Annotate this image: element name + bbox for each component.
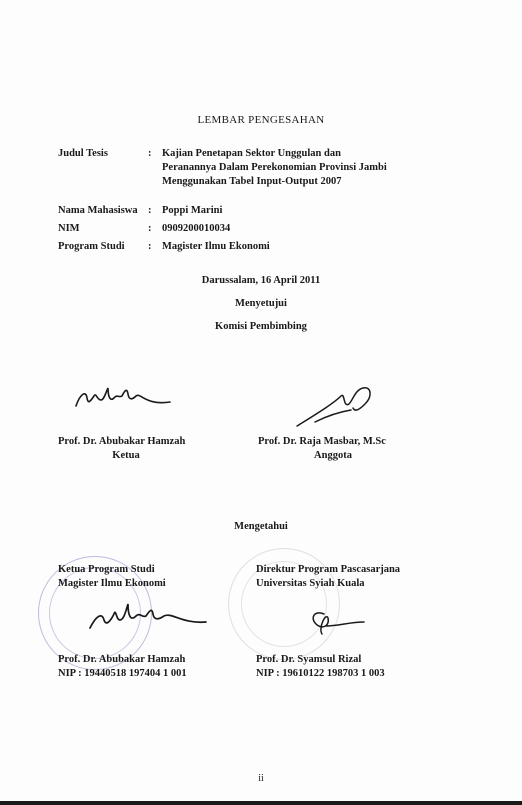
acknowledged-heading: Mengetahui — [234, 521, 288, 532]
director-title1: Direktur Program Pascasarjana — [256, 564, 401, 575]
prodi-colon: : — [148, 241, 152, 252]
nama-value: Poppi Marini — [162, 205, 223, 216]
judul-line-3: Menggunakan Tabel Input-Output 2007 — [162, 176, 342, 187]
director-name: Prof. Dr. Syamsul Rizal — [256, 654, 362, 665]
page-number: ii — [258, 773, 264, 784]
nama-colon: : — [148, 205, 152, 216]
advisor1-signature — [70, 380, 175, 414]
head-program-title1: Ketua Program Studi — [58, 564, 155, 575]
prodi-label: Program Studi — [58, 241, 125, 252]
judul-colon: : — [148, 148, 152, 159]
judul-label: Judul Tesis — [58, 148, 108, 159]
page-title: LEMBAR PENGESAHAN — [197, 114, 325, 126]
nama-label: Nama Mahasiswa — [58, 205, 138, 216]
advisor1-name: Prof. Dr. Abubakar Hamzah — [58, 436, 186, 447]
nim-value: 0909200010034 — [162, 223, 231, 234]
head-program-name: Prof. Dr. Abubakar Hamzah — [58, 654, 186, 665]
place-date: Darussalam, 16 April 2011 — [201, 275, 321, 286]
director-signature — [306, 604, 366, 638]
advisor2-role: Anggota — [314, 450, 352, 461]
head-program-title2: Magister Ilmu Ekonomi — [58, 578, 166, 589]
director-title2: Universitas Syiah Kuala — [256, 578, 365, 589]
approved-heading: Menyetujui — [235, 298, 287, 309]
nim-colon: : — [148, 223, 152, 234]
judul-line-2: Peranannya Dalam Perekonomian Provinsi Jambi — [162, 162, 387, 173]
director-nip: NIP : 19610122 198703 1 003 — [256, 668, 385, 679]
advisor2-signature — [293, 382, 383, 430]
scan-edge-line — [0, 801, 522, 805]
prodi-value: Magister Ilmu Ekonomi — [162, 241, 270, 252]
advisor1-role: Ketua — [112, 450, 140, 461]
nim-label: NIM — [58, 223, 80, 234]
head-program-nip: NIP : 19440518 197404 1 001 — [58, 668, 187, 679]
judul-line-1: Kajian Penetapan Sektor Unggulan dan — [162, 148, 341, 159]
advisor2-name: Prof. Dr. Raja Masbar, M.Sc — [258, 436, 386, 447]
committee-heading: Komisi Pembimbing — [215, 321, 307, 332]
head-program-signature — [86, 598, 210, 636]
